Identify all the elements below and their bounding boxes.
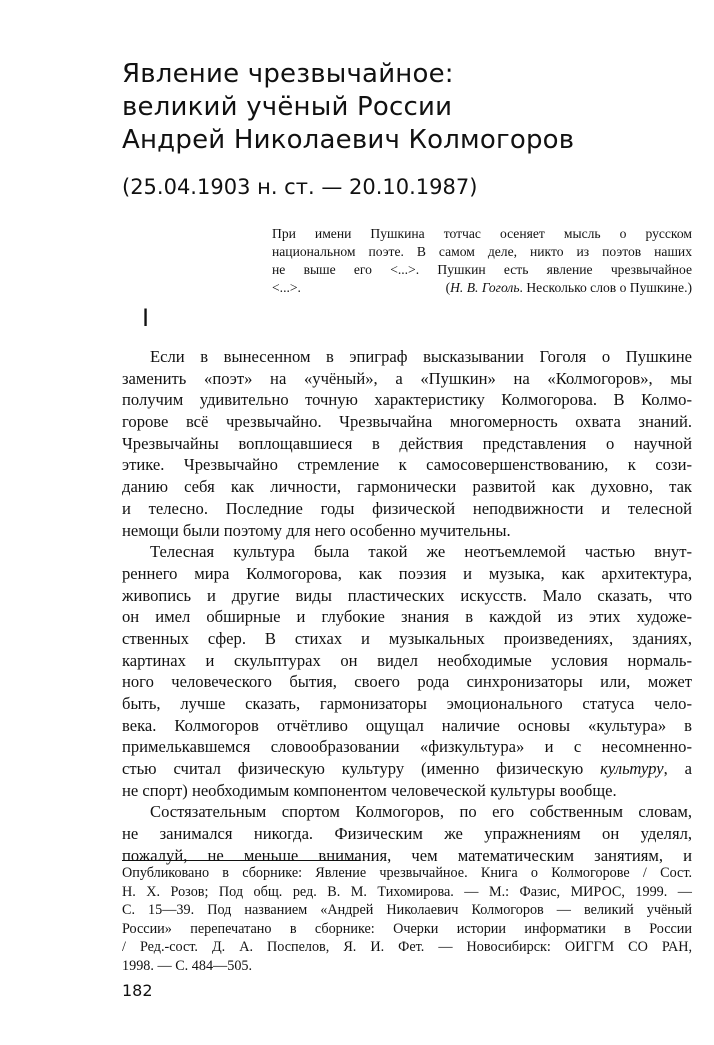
emphasized-word: культуру [600,759,664,779]
body-line: ного человеческого бытия, своего рода синхронизаторы или, может [122,672,692,692]
body-line: данию себя как личности, гармонически развитой как духовно, так [122,477,692,497]
epigraph-source: . Несколько слов о Пушкине.) [519,280,692,295]
body-line: Если в вынесенном в эпиграф высказывании Гоголя о Пушкине [150,347,692,366]
body-line: реннего мира Колмогорова, как поэзия и музыка, как архитектура, [122,563,692,583]
section-number: I [142,304,150,332]
body-line: получим удивительно точную характеристику Колмогорова. В Колмо- [122,390,692,410]
footnote-line: Опубликовано в сборнике: Явление чрезвычайное. Книга о Колмогорове / Сост. [122,865,692,881]
epigraph-line: не выше его <...>. Пушкин есть явление чрезвычайное [272,262,692,277]
body-line: горове всё чрезвычайно. Чрезвычайна многомерность охвата знаний. [122,412,692,432]
footnote-line: Н. Х. Розов; Под общ. ред. В. М. Тихомирова. — М.: Фазис, МИРОС, 1999. — [122,883,692,900]
body-line: не занимался никогда. Физическим же упражнениям он уделял, [122,824,692,844]
body-line: примелькавшемся словообразовании «физкультура» и с несомненно- [122,737,692,757]
body-line: и телесно. Последние годы физической неподвижности и телесной [122,498,692,518]
body-line: века. Колмогоров отчётливо ощущал наличие основы «культура» в [122,715,692,735]
body-line: немощи были поэтому для него особенно мучительны. [122,520,511,540]
body-line: он имел обширные и глубокие знания в каждой из этих художе- [122,607,692,627]
footnote-divider [122,860,360,861]
body-text [122,346,692,867]
body-line: Телесная культура была такой же неотъемлемой частью внут- [150,542,692,562]
body-line: пожалуй, не меньше внимания, чем математическим занятиям, и [122,845,692,865]
body-line: быть, лучше сказать, гармонизаторы эмоционального статуса чело- [122,694,692,713]
footnote-line: 1998. — С. 484—505. [122,957,253,974]
footnote [122,864,692,976]
body-line: Чрезвычайны воплощавшиеся в действия представления о научной [122,433,692,453]
footnote-line: России» перепечатано в сборнике: Очерки истории информатики в России [122,920,692,937]
epigraph-line: При имени Пушкина тотчас осеняет мысль о русском [272,226,692,241]
body-line: этике. Чрезвычайно стремление к самосовершенствованию, к сози- [122,455,692,475]
epigraph-last-line [272,279,692,297]
body-line: живопись и другие виды пластических искусств. Мало сказать, что [122,585,692,605]
body-line: Состязательным спортом Колмогоров, по его собственным словам, [150,802,692,822]
epigraph-attribution: (Н. В. Гоголь. Несколько слов о Пушкине.) [445,280,692,295]
body-line: картинах и скульптурах он видел необходимые условия нормаль- [122,650,692,670]
epigraph-line: национальном поэте. В самом деле, никто из поэтов наших [272,244,692,259]
epigraph-ellipsis: <...>. [272,280,301,295]
body-line: стью считал физическую культуру (именно физическую культуру, а [122,759,692,779]
footnote-line: С. 15—39. Под названием «Андрей Николаевич Колмогоров — великий учёный [122,902,692,919]
title-line: великий учёный России [122,92,453,122]
page-number: 182 [122,981,153,1000]
epigraph [272,225,692,297]
footnote-line: / Ред.-сост. Д. А. Поспелов, Я. И. Фет. — Новосибирск: ОИГГМ СО РАН, [122,939,692,956]
body-line: заменить «поэт» на «учёный», а «Пушкин» на «Колмогоров», мы [122,368,692,388]
life-dates: (25.04.1903 н. ст. — 20.10.1987) [122,175,478,199]
body-line: не спорт) необходимым компонентом человеческой культуры вообще. [122,780,617,800]
title-line: Андрей Николаевич Колмогоров [122,125,575,155]
article-title [122,58,682,157]
body-line: ственных сфер. В стихах и музыкальных произведениях, зданиях, [122,628,692,648]
epigraph-author: Н. В. Гоголь [450,280,520,295]
title-line: Явление чрезвычайное: [122,59,454,89]
